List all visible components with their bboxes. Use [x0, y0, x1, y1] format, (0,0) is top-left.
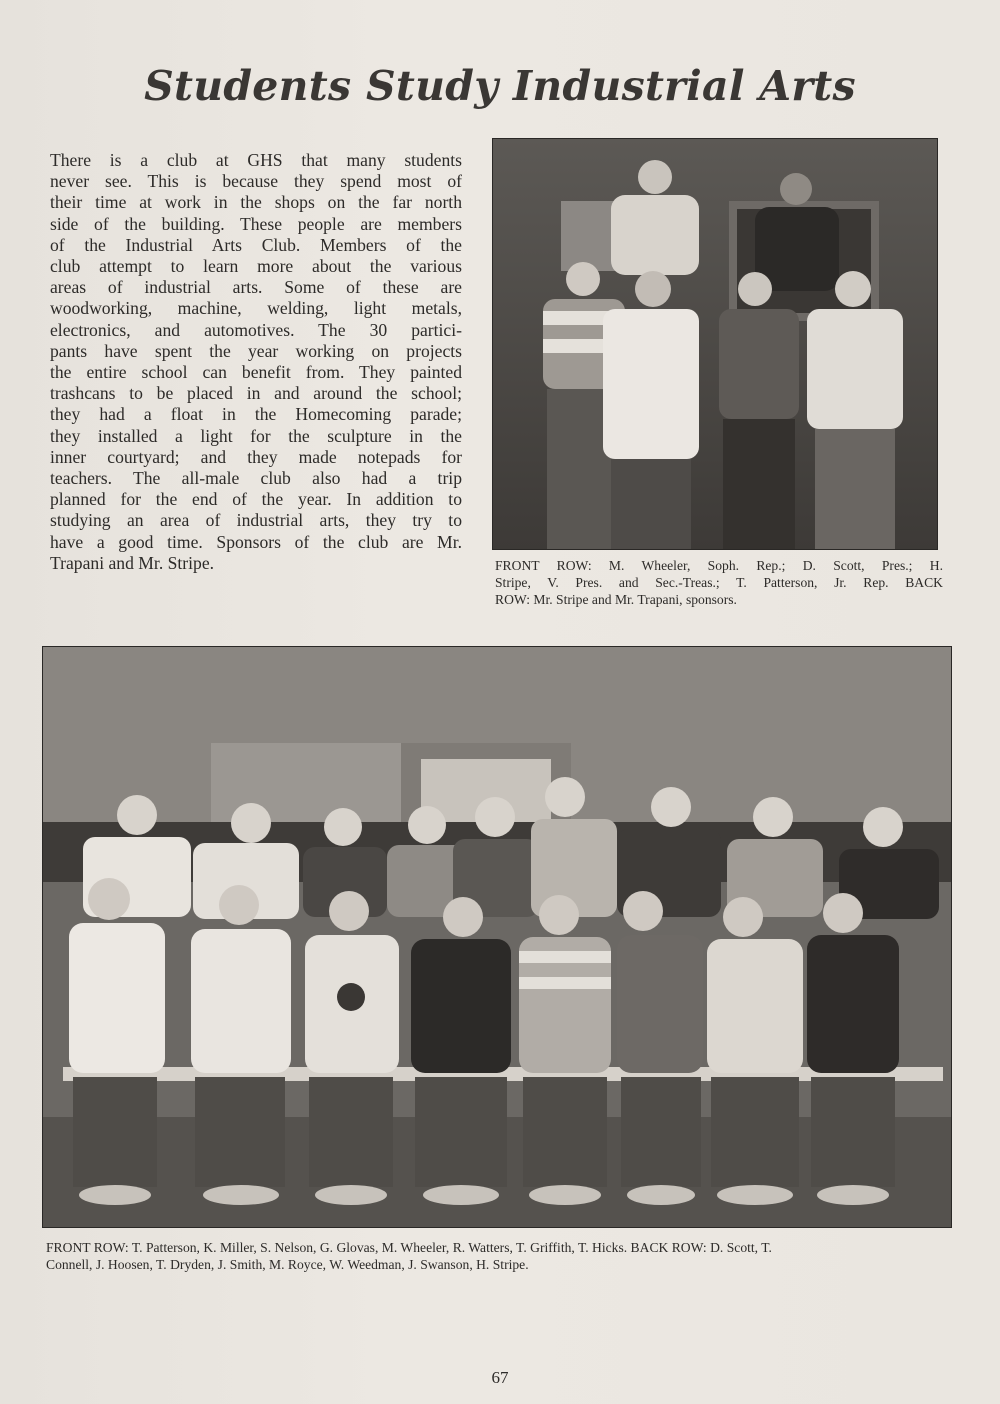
caption-line: FRONT ROW: M. Wheeler, Soph. Rep.; D. Scott, Pres.; H. — [495, 558, 943, 573]
club-group-photo — [42, 646, 952, 1228]
officers-photo — [492, 138, 938, 550]
article-line: There is a club at GHS that many students — [50, 150, 462, 170]
article-line: of the Industrial Arts Club. Members of the — [50, 234, 462, 255]
article-body — [50, 150, 462, 574]
article-line: areas of industrial arts. Some of these are — [50, 277, 462, 298]
caption-line: ROW: Mr. Stripe and Mr. Trapani, sponsors. — [495, 591, 737, 607]
article-line: electronics, and automotives. The 30 partici- — [50, 319, 462, 340]
article-line: club attempt to learn more about the various — [50, 256, 462, 277]
article-line: pants have spent the year working on projects — [50, 340, 462, 361]
article-line: side of the building. These people are members — [50, 213, 462, 234]
article-line: their time at work in the shops on the far north — [50, 192, 462, 213]
officers-caption — [495, 558, 943, 608]
article-line: inner courtyard; and they made notepads for — [50, 446, 462, 467]
article-line: they had a float in the Homecoming parade; — [50, 404, 462, 425]
article-line: never see. This is because they spend most of — [50, 171, 462, 192]
article-line: trashcans to be placed in and around the school; — [50, 383, 462, 404]
caption-line: Stripe, V. Pres. and Sec.-Treas.; T. Patterson, Jr. Rep. BACK — [495, 574, 943, 590]
club-group-photo-image — [43, 647, 951, 1227]
page-number: 67 — [491, 1368, 509, 1387]
caption-line: FRONT ROW: T. Patterson, K. Miller, S. Nelson, G. Glovas, M. Wheeler, R. Watters, T. Griffith, T. Hicks. BACK ROW: D. Scott, T. — [46, 1240, 772, 1255]
article-line: the entire school can benefit from. They painted — [50, 362, 462, 383]
article-line: have a good time. Sponsors of the club are Mr. — [50, 531, 462, 552]
article-line: planned for the end of the year. In addition to — [50, 489, 462, 510]
article-line: they installed a light for the sculpture in the — [50, 425, 462, 446]
article-line: Trapani and Mr. Stripe. — [50, 552, 215, 573]
article-line: woodworking, machine, welding, light metals, — [50, 298, 462, 319]
page-title: Students Study Industrial Arts — [144, 62, 856, 110]
article-line: studying an area of industrial arts, they try to — [50, 510, 462, 531]
caption-line: Connell, J. Hoosen, T. Dryden, J. Smith, M. Royce, W. Weedman, J. Swanson, H. Stripe. — [46, 1256, 529, 1272]
officers-photo-image — [493, 139, 937, 549]
club-caption — [46, 1240, 956, 1274]
article-line: teachers. The all-male club also had a trip — [50, 468, 462, 489]
